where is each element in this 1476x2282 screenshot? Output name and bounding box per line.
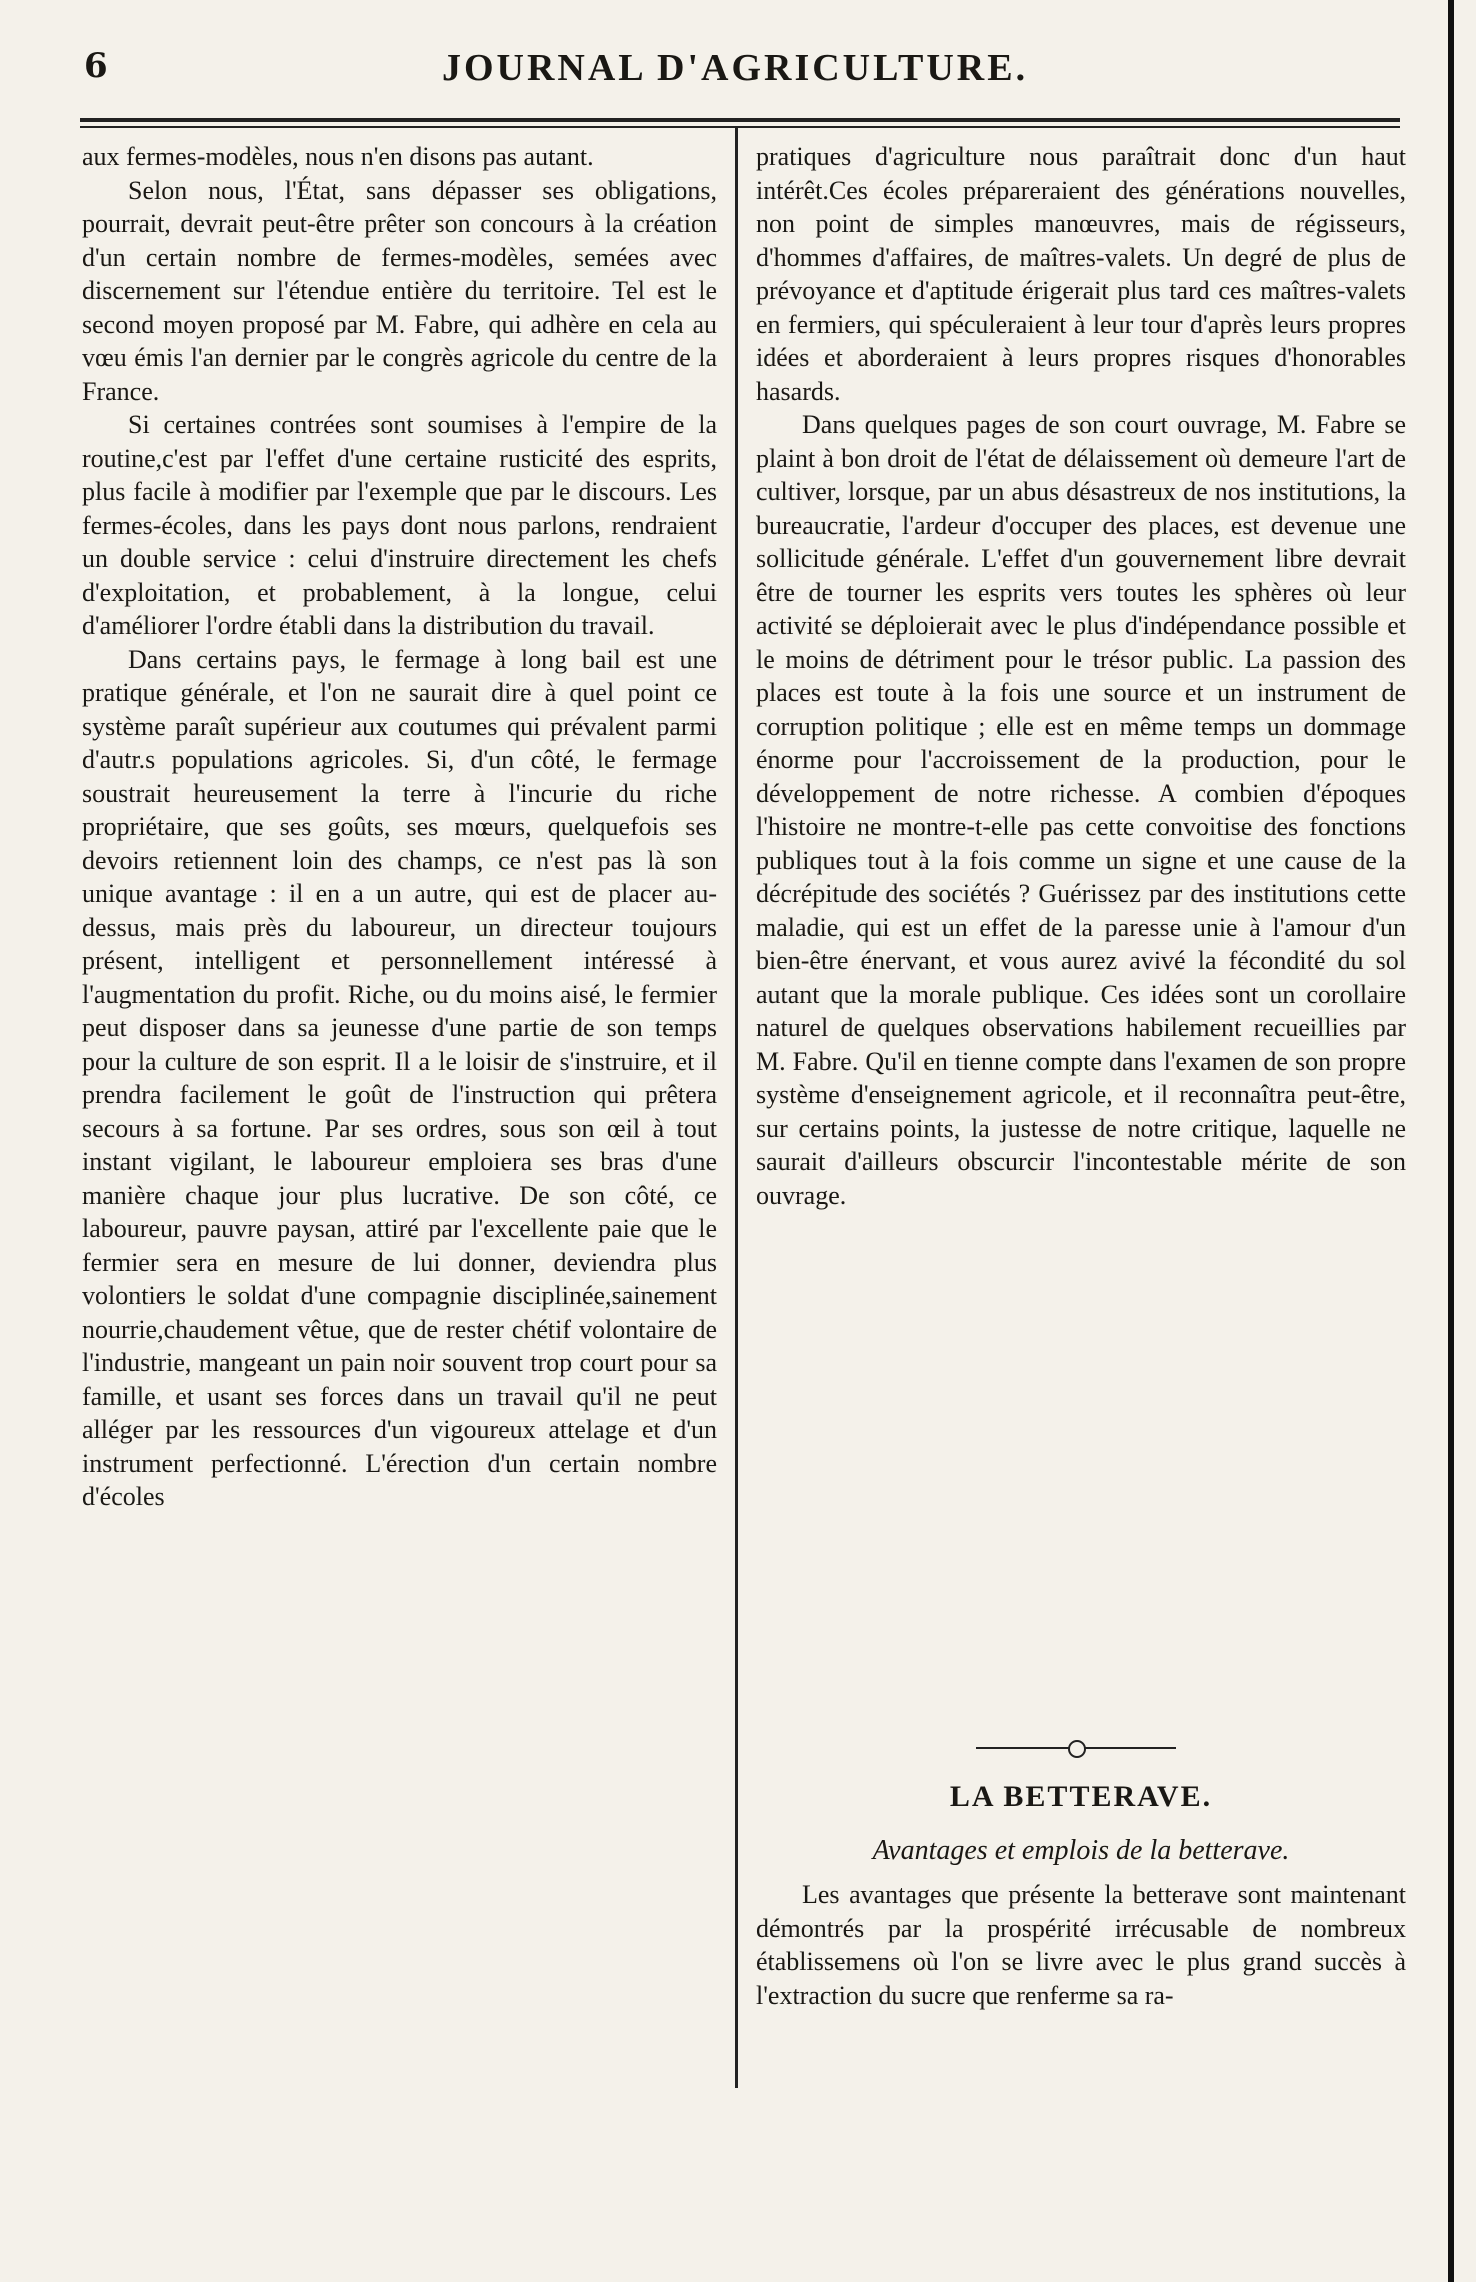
left-paragraph-3: Si certaines contrées sont soumises à l'empire de la routine,c'est par l'effet d'une certaine rusticité des esprits, plus facile à modifier par l'exemple que par le discours. Les fermes-écoles, dans les pays dont nous parlons, rendraient un double service : celui d'instruire directement les chefs d'exploitation, et probablement, à la longue, celui d'améliorer l'ordre établi dans la distribution du travail. [82, 410, 717, 640]
right-paragraph-1: pratiques d'agriculture nous paraîtrait donc d'un haut intérêt.Ces écoles prépareraient des générations nouvelles, non point de simples manœuvres, mais de régisseurs, d'hommes d'affaires, de maîtres-valets. Un degré de plus de prévoyance et d'aptitude érigerait plus tard ces maîtres-valets en fermiers, qui spéculeraient à leur tour d'après leurs propres idées et aborderaient à leurs propres risques d'honorables hasards. [756, 142, 1406, 406]
section-subtitle: Avantages et emplois de la betterave. [872, 1835, 1290, 1866]
section-separator [976, 1738, 1176, 1758]
left-paragraph-1: aux fermes-modèles, nous n'en disons pas autant. [82, 142, 594, 171]
section-paragraph: Les avantages que présente la betterave sont maintenant démontrés par la prospérité irrécusable de nombreux établissemens où l'on se livre avec le plus grand succès à l'extraction du sucre que renferme sa ra- [756, 1880, 1406, 2010]
left-column [82, 140, 717, 1514]
left-paragraph-4: Dans certains pays, le fermage à long bail est une pratique générale, et l'on ne saurait dire à quel point ce système paraît supérieur aux coutumes qui prévalent parmi d'autr.s populations agricoles. Si, d'un côté, le fermage soustrait heureusement la terre à l'incurie du riche propriétaire, que ses goûts, ses mœurs, quelquefois ses devoirs retiennent loin des champs, ce n'est pas là son unique avantage : il en a un autre, qui est de placer au-dessus, mais près du laboureur, un directeur toujours présent, intelligent et personnellement intéressé à l'augmentation du profit. Riche, ou du moins aisé, le fermier peut disposer dans sa jeunesse d'une partie de son temps pour la culture de son esprit. Il a le loisir de s'instruire, et il prendra facilement le goût de l'instruction qui prêtera secours à sa fortune. Par ses ordres, sous son œil à tout instant vigilant, le laboureur emploiera ses bras d'une manière chaque jour plus lucrative. De son côté, ce laboureur, pauvre paysan, attiré par l'excellente paie que le fermier sera en mesure de lui donner, deviendra plus volontiers le soldat d'une compagnie disciplinée,sainement nourrie,chaudement vêtue, que de rester chétif volontaire de l'industrie, mangeant un pain noir souvent trop court pour sa famille, et usant ses forces dans un travail qu'il ne peut alléger par les ressources d'un vigoureux attelage et d'un instrument perfectionné. L'érection d'un certain nombre d'écoles [82, 644, 717, 1511]
section-title: LA BETTERAVE. [949, 1780, 1213, 1813]
page-header [70, 40, 1400, 100]
header-rule [80, 118, 1400, 128]
left-paragraph-2: Selon nous, l'État, sans dépasser ses obligations, pourrait, devrait peut-être prêter son concours à la création d'un certain nombre de fermes-modèles, semées avec discernement sur l'étendue entière du territoire. Tel est le second moyen proposé par M. Fabre, qui adhère en cela au vœu émis l'an dernier par le congrès agricole du centre de la France. [82, 175, 717, 406]
column-divider [735, 128, 738, 2088]
page-number: 6 [84, 46, 108, 86]
right-column [756, 140, 1406, 1212]
page-edge-border [1448, 0, 1454, 2282]
section-body [756, 1878, 1406, 2012]
separator-ornament [1068, 1740, 1086, 1758]
journal-title: JOURNAL D'AGRICULTURE. [441, 47, 1029, 89]
right-paragraph-2: Dans quelques pages de son court ouvrage, M. Fabre se plaint à bon droit de l'état de délaissement où demeure l'art de cultiver, lorsque, par un abus désastreux de nos institutions, la bureaucratie, l'ardeur d'occuper des places, est devenue une sollicitude générale. L'effet d'un gouvernement libre devrait être de tourner les esprits vers toutes les sphères où leur activité se déploierait avec le plus d'indépendance possible et le moins de détriment pour le trésor public. La passion des places est toute à la fois une source et un instrument de corruption politique ; elle est en même temps un dommage énorme pour l'accroissement de la production, pour le développement de notre richesse. A combien d'époques l'histoire ne montre-t-elle pas cette convoitise des fonctions publiques tout à la fois comme un signe et une cause de la décrépitude des sociétés ? Guérissez par des institutions cette maladie, qui est un effet de la paresse unie à l'amour d'un bien-être énervant, et vous aurez avivé la fécondité du sol autant que la morale publique. Ces idées sont un corollaire naturel de quelques observations habilement recueillies par M. Fabre. Qu'il en tienne compte dans l'examen de son propre système d'enseignement agricole, et il reconnaîtra peut-être, sur certains points, la justesse de notre critique, laquelle ne saurait d'ailleurs obscurcir l'incontestable mérite de son ouvrage. [756, 410, 1406, 1210]
